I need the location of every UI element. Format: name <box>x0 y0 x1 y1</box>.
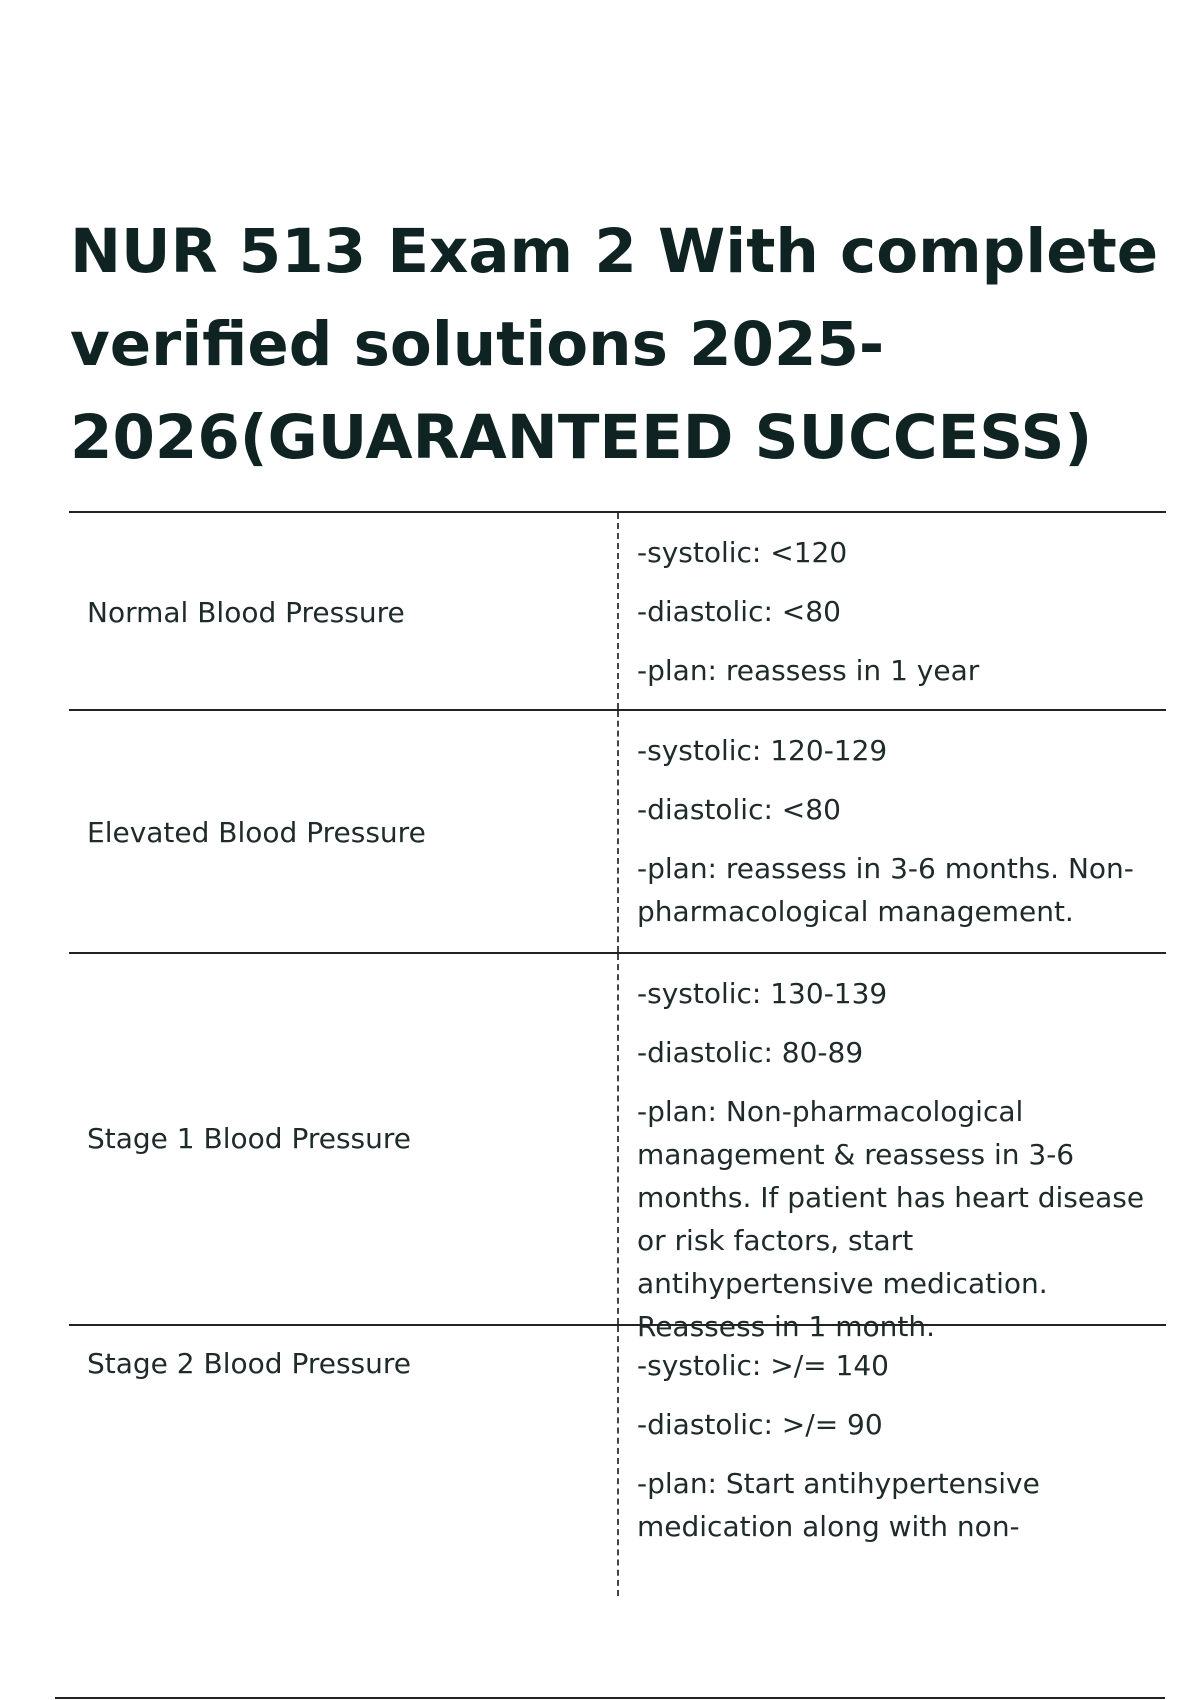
row-definition <box>637 531 1157 708</box>
definition-line: -plan: Non-pharmacological management & reassess in 3-6 months. If patient has heart disease or risk factors, start antihypertensive medication. Reassess in 1 month. <box>637 1095 1145 1343</box>
table-row <box>69 1324 1166 1596</box>
definition-line: -diastolic: 80-89 <box>637 1036 864 1069</box>
definition-line: -plan: Start antihypertensive medication along with non- <box>637 1467 1040 1543</box>
column-divider <box>617 954 619 1324</box>
definition-line: -systolic: >/= 140 <box>637 1349 889 1382</box>
document-title <box>70 205 1170 484</box>
row-term: Stage 2 Blood Pressure <box>87 1347 412 1380</box>
table-row <box>69 709 1166 952</box>
column-divider <box>617 513 619 709</box>
title-line: 2026(GUARANTEED SUCCESS) <box>70 402 1093 473</box>
row-term: Normal Blood Pressure <box>87 596 405 629</box>
blood-pressure-table <box>69 511 1166 1596</box>
page-footer-rule <box>55 1697 1165 1699</box>
row-definition <box>637 729 1157 949</box>
row-term: Stage 1 Blood Pressure <box>87 1122 412 1155</box>
table-row <box>69 511 1166 709</box>
title-line: verified solutions 2025- <box>70 309 885 380</box>
definition-line: -systolic: 120-129 <box>637 734 888 767</box>
definition-line: -diastolic: <80 <box>637 595 841 628</box>
row-term: Elevated Blood Pressure <box>87 816 426 849</box>
definition-line: -diastolic: >/= 90 <box>637 1408 883 1441</box>
definition-line: -systolic: <120 <box>637 536 848 569</box>
definition-line: -plan: reassess in 1 year <box>637 654 980 687</box>
title-line: NUR 513 Exam 2 With complete <box>70 216 1159 287</box>
definition-line: -systolic: 130-139 <box>637 977 888 1010</box>
column-divider <box>617 711 619 952</box>
table-row <box>69 952 1166 1343</box>
row-definition <box>637 1344 1157 1564</box>
column-divider <box>617 1326 619 1596</box>
definition-line: -plan: reassess in 3-6 months. Non-pharmacological management. <box>637 852 1134 928</box>
definition-line: -diastolic: <80 <box>637 793 841 826</box>
row-definition <box>637 972 1157 1364</box>
